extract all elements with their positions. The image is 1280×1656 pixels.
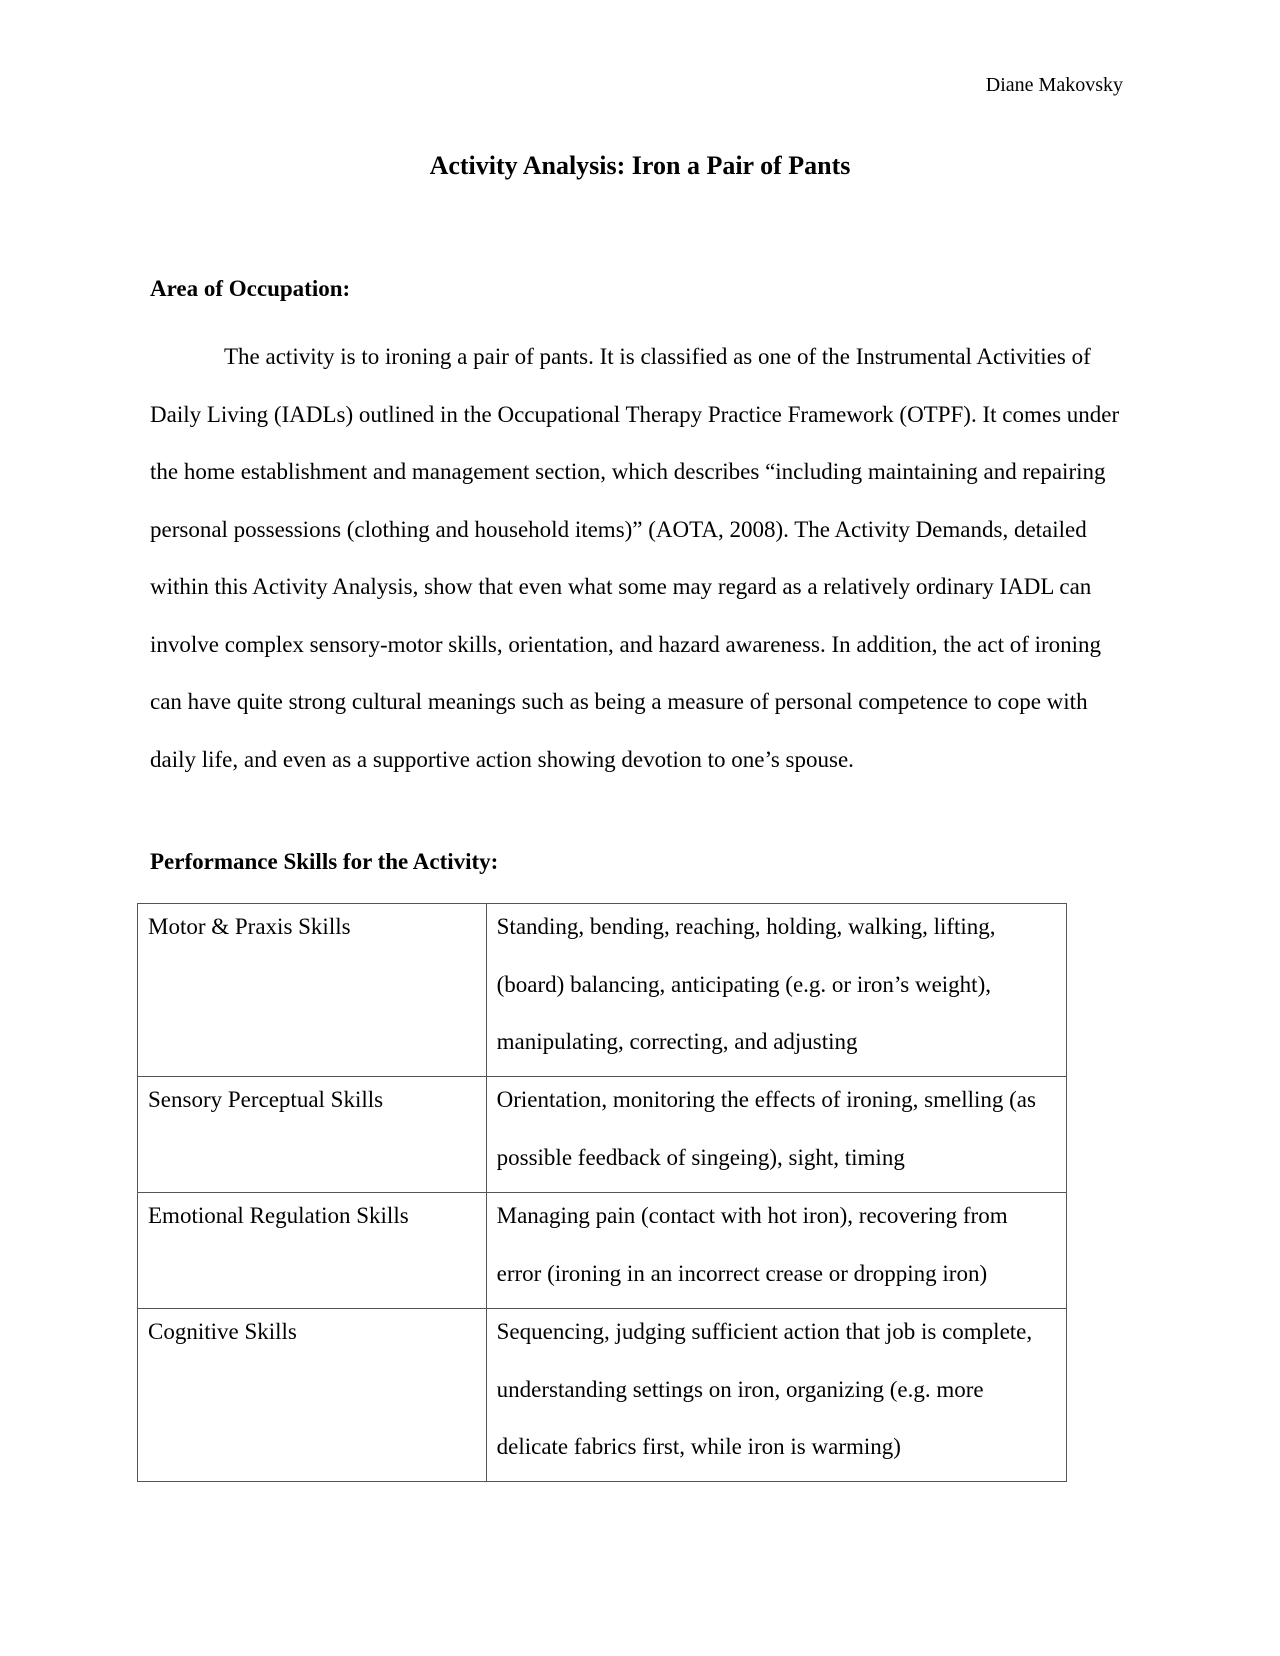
- skill-name: Motor & Praxis Skills: [148, 914, 351, 939]
- skill-name: Cognitive Skills: [148, 1319, 297, 1344]
- skill-description-cell: [486, 1077, 1066, 1193]
- performance-skills-table: [137, 903, 1067, 1482]
- skill-description: Managing pain (contact with hot iron), recovering from error (ironing in an incorrect crease or dropping iron): [496, 1203, 1008, 1286]
- skill-description: Standing, bending, reaching, holding, walking, lifting, (board) balancing, anticipating (e.g. or iron’s weight), manipulating, correcting, and adjusting: [496, 914, 996, 1054]
- skill-description-cell: [486, 904, 1066, 1077]
- skill-name-cell: [138, 1193, 487, 1309]
- skill-name-cell: [138, 1077, 487, 1193]
- area-of-occupation-paragraph: The activity is to ironing a pair of pants. It is classified as one of the Instrumental Activities of Daily Living (IADLs) outlined in the Occupational Therapy Practice Framework (OTPF). It comes under the home establishment and management section, which describes “including maintaining and repairing personal possessions (clothing and household items)” (AOTA, 2008). The Activity Demands, detailed within this Activity Analysis, show that even what some may regard as a relatively ordinary IADL can involve complex sensory-motor skills, orientation, and hazard awareness. In addition, the act of ironing can have quite strong cultural meanings such as being a measure of personal competence to cope with daily life, and even as a supportive action showing devotion to one’s spouse.: [150, 344, 1120, 772]
- table-row: [138, 1077, 1067, 1193]
- skill-name-cell: [138, 904, 487, 1077]
- table-row: [138, 1193, 1067, 1309]
- skill-name: Emotional Regulation Skills: [148, 1203, 409, 1228]
- section-heading-performance-skills: Performance Skills for the Activity:: [150, 849, 499, 874]
- section-heading-area-of-occupation: Area of Occupation:: [150, 276, 351, 301]
- skill-description: Sequencing, judging sufficient action that job is complete, understanding settings on iron, organizing (e.g. more delicate fabrics first, while iron is warming): [496, 1319, 1033, 1459]
- skill-description-cell: [486, 1309, 1066, 1482]
- table-row: [138, 1309, 1067, 1482]
- document-title: Activity Analysis: Iron a Pair of Pants: [429, 151, 851, 180]
- skill-description: Orientation, monitoring the effects of ironing, smelling (as possible feedback of singeing), sight, timing: [496, 1087, 1036, 1170]
- author-name: Diane Makovsky: [985, 74, 1123, 96]
- skill-name: Sensory Perceptual Skills: [148, 1087, 384, 1112]
- skill-description-cell: [486, 1193, 1066, 1309]
- table-row: [138, 904, 1067, 1077]
- skill-name-cell: [138, 1309, 487, 1482]
